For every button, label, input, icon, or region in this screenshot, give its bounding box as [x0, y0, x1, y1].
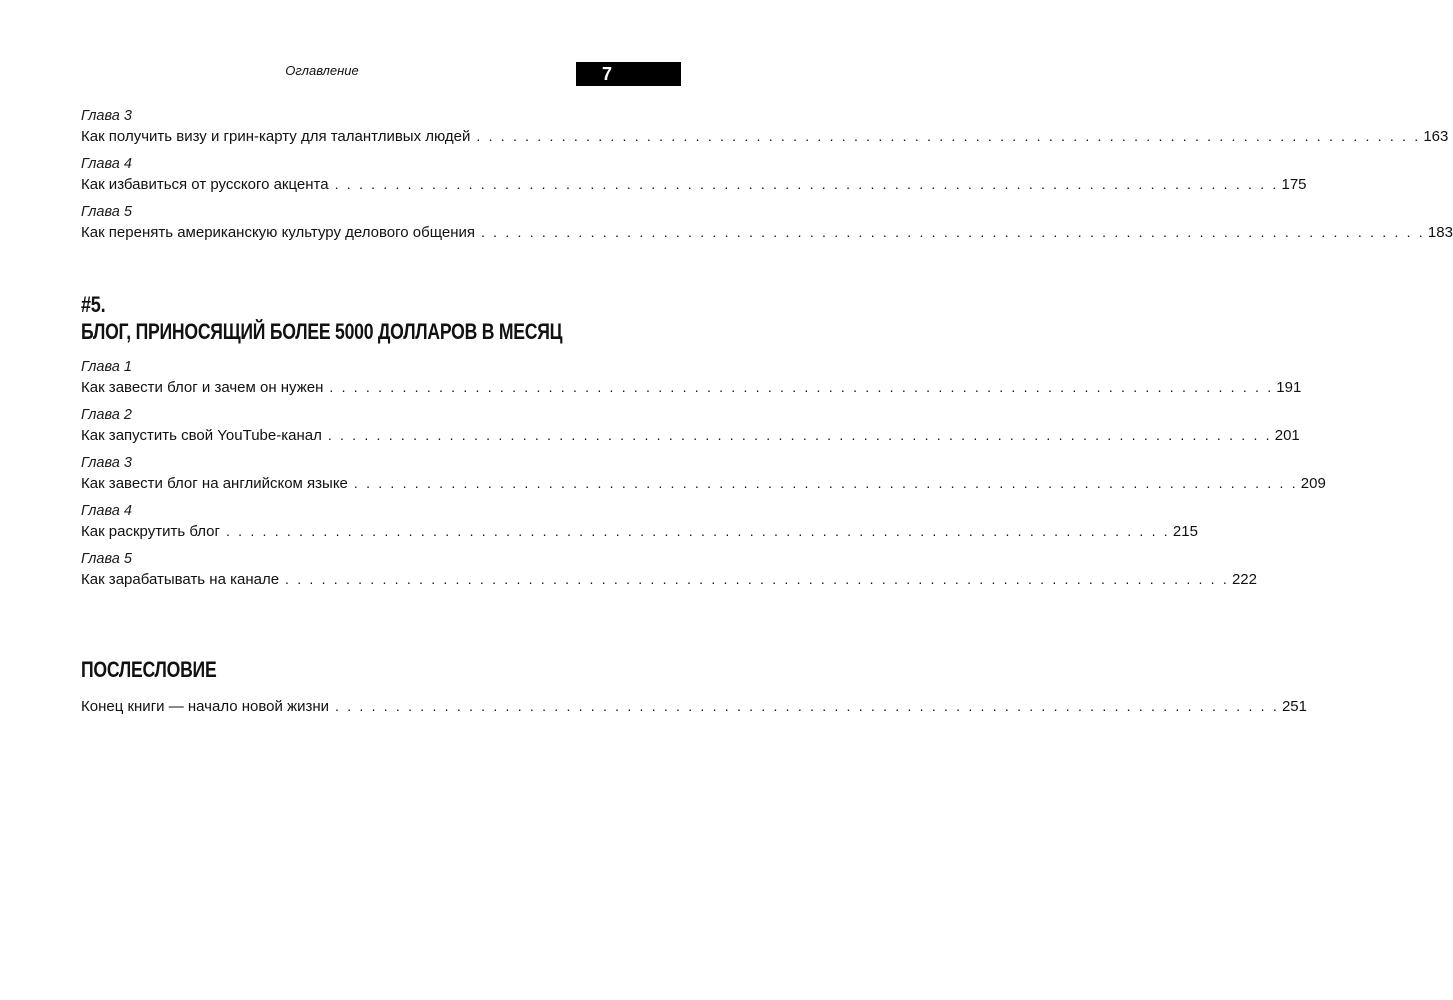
chapter-page: 222	[1231, 571, 1257, 588]
toc-entry[interactable]	[81, 550, 1257, 590]
toc-entry[interactable]	[81, 155, 1307, 195]
dot-leader: . . . . . . . . . . . . . . . . . . . . . . . . . . . . . . . . . . . . . . . . . . . . . . . . . . . . . . . . . . . . . . . . . . . . . . . . . . . . . .	[334, 176, 1279, 192]
dot-leader: . . . . . . . . . . . . . . . . . . . . . . . . . . . . . . . . . . . . . . . . . . . . . . . . . . . . . . . . . . . . . . . . . . . . . . . . . . . . . .	[481, 224, 1425, 240]
chapter-label: Глава 4	[81, 503, 132, 519]
chapter-title: Как запустить свой YouTube-канал	[81, 427, 322, 444]
toc-entry[interactable]	[81, 406, 1300, 446]
chapter-page: 201	[1274, 427, 1300, 444]
chapter-label: Глава 3	[81, 455, 132, 471]
toc-entry[interactable]	[81, 696, 1307, 717]
chapter-page: 191	[1276, 379, 1302, 396]
chapter-page: 163	[1423, 128, 1449, 145]
toc-afterword	[81, 656, 1307, 725]
toc-entry[interactable]	[81, 502, 1198, 542]
chapter-title: Конец книги — начало новой жизни	[81, 698, 330, 715]
section-number: #5.	[81, 292, 106, 317]
toc-entry[interactable]	[81, 203, 1453, 243]
running-header: Оглавление	[285, 63, 359, 78]
toc-continued-chapters	[81, 107, 1453, 251]
chapter-page: 209	[1300, 475, 1326, 492]
chapter-label: Глава 4	[81, 156, 132, 172]
dot-leader: . . . . . . . . . . . . . . . . . . . . . . . . . . . . . . . . . . . . . . . . . . . . . . . . . . . . . . . . . . . . . . . . . . . . . . . . . . . . . .	[476, 128, 1421, 144]
afterword-title[interactable]: ПОСЛЕСЛОВИЕ	[81, 657, 217, 682]
dot-leader: . . . . . . . . . . . . . . . . . . . . . . . . . . . . . . . . . . . . . . . . . . . . . . . . . . . . . . . . . . . . . . . . . . . . . . . . . . . . . .	[285, 571, 1229, 587]
chapter-title: Как избавиться от русского акцента	[81, 176, 329, 193]
chapter-page: 251	[1281, 698, 1307, 715]
chapter-label: Глава 2	[81, 407, 132, 423]
chapter-label: Глава 1	[81, 359, 132, 375]
toc-section-5	[81, 292, 1326, 598]
toc-entry[interactable]	[81, 454, 1326, 494]
chapter-title: Как получить визу и грин-карту для талантливых людей	[81, 128, 471, 145]
chapter-title: Как завести блог и зачем он нужен	[81, 379, 324, 396]
chapter-title: Как перенять американскую культуру делового общения	[81, 224, 475, 241]
chapter-page: 175	[1281, 176, 1307, 193]
toc-entry[interactable]	[81, 107, 1449, 147]
section-title[interactable]: БЛОГ, ПРИНОСЯЩИЙ БОЛЕЕ 5000 ДОЛЛАРОВ В МЕСЯЦ	[81, 319, 563, 344]
chapter-label: Глава 5	[81, 204, 132, 220]
page-number: 7	[602, 64, 613, 84]
chapter-title: Как завести блог на английском языке	[81, 475, 348, 492]
dot-leader: . . . . . . . . . . . . . . . . . . . . . . . . . . . . . . . . . . . . . . . . . . . . . . . . . . . . . . . . . . . . . . . . . . . . . . . . . . . . . .	[353, 475, 1298, 491]
chapter-page: 215	[1172, 523, 1198, 540]
dot-leader: . . . . . . . . . . . . . . . . . . . . . . . . . . . . . . . . . . . . . . . . . . . . . . . . . . . . . . . . . . . . . . . . . . . . . . . . . . . . . .	[327, 427, 1272, 443]
dot-leader: . . . . . . . . . . . . . . . . . . . . . . . . . . . . . . . . . . . . . . . . . . . . . . . . . . . . . . . . . . . . . . . . . . . . . . . . . . . . . .	[329, 379, 1274, 395]
chapter-label: Глава 3	[81, 108, 132, 124]
dot-leader: . . . . . . . . . . . . . . . . . . . . . . . . . . . . . . . . . . . . . . . . . . . . . . . . . . . . . . . . . . . . . . . . . . . . . . . . . . . . . .	[225, 523, 1170, 539]
chapter-page: 183	[1427, 224, 1453, 241]
toc-entry[interactable]	[81, 358, 1302, 398]
chapter-title: Как раскрутить блог	[81, 523, 220, 540]
chapter-label: Глава 5	[81, 551, 132, 567]
dot-leader: . . . . . . . . . . . . . . . . . . . . . . . . . . . . . . . . . . . . . . . . . . . . . . . . . . . . . . . . . . . . . . . . . . . . . . . . . . . . . .	[335, 698, 1279, 714]
chapter-title: Как зарабатывать на канале	[81, 571, 280, 588]
page-number-badge	[576, 62, 681, 86]
